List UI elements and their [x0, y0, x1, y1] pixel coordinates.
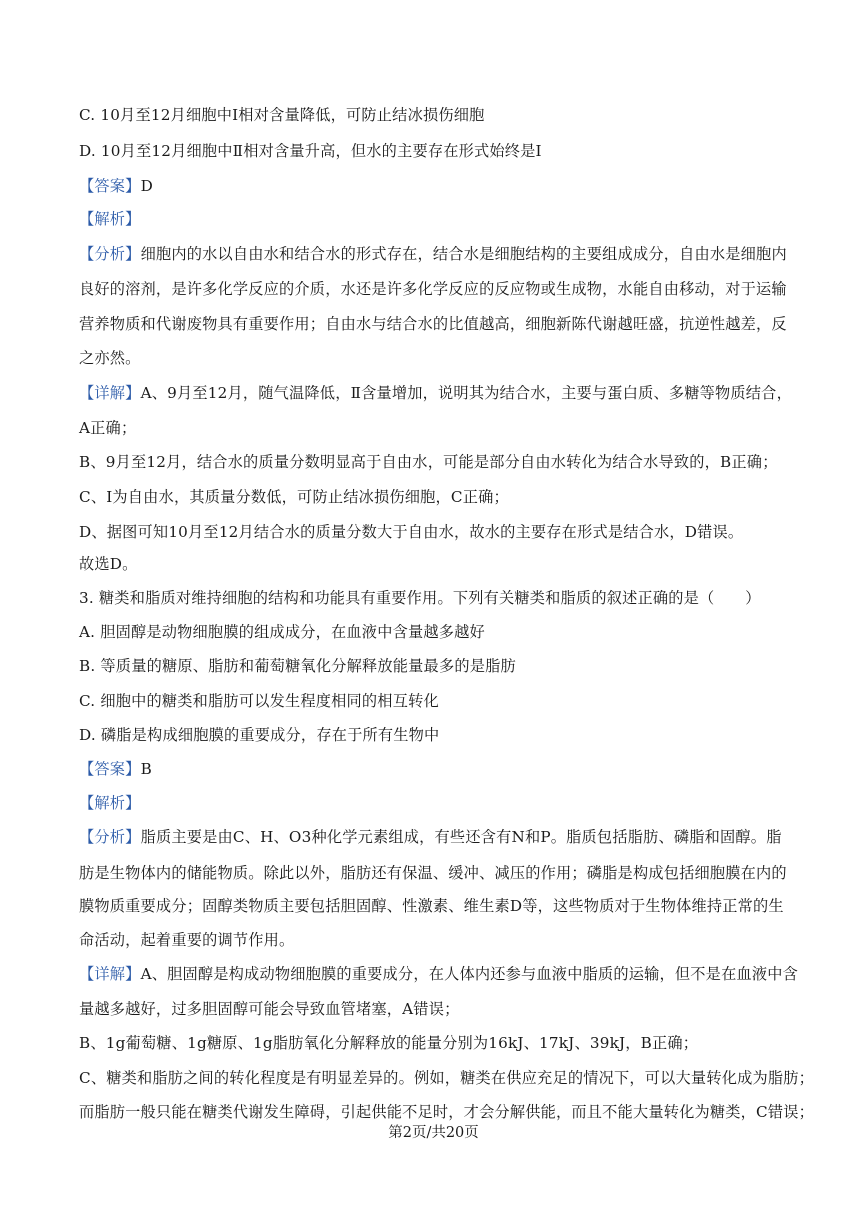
- text-line: [79, 587, 807, 609]
- text-line: [79, 826, 807, 848]
- line-text: B、9月至12月，结合水的质量分数明显高于自由水，可能是部分自由水转化为结合水导致的，B正确；: [79, 453, 778, 471]
- line-text: D. 磷脂是构成细胞膜的重要成分，存在于所有生物中: [79, 726, 440, 744]
- line-text: 脂质主要是由C、H、O3种化学元素组成，有些还含有N和P。脂质包括脂肪、磷脂和固醇。脂: [140, 828, 782, 846]
- text-line: [79, 1032, 807, 1054]
- text-line: [79, 758, 807, 780]
- line-text: D、据图可知10月至12月结合水的质量分数大于自由水，故水的主要存在形式是结合水，D错误。: [79, 523, 744, 541]
- text-line: [79, 655, 807, 677]
- text-line: [79, 278, 807, 300]
- line-text: A、胆固醇是构成动物细胞膜的重要成分，在人体内还参与血液中脂质的运输，但不是在血液中含: [140, 965, 799, 983]
- text-line: [79, 690, 807, 712]
- line-text: D: [140, 177, 153, 195]
- text-line: [79, 963, 807, 985]
- line-text: B: [140, 760, 152, 778]
- line-text: 而脂肪一般只能在糖类代谢发生障碍，引起供能不足时，才会分解供能，而且不能大量转化为糖类，C错误；: [79, 1103, 815, 1121]
- text-line: [79, 347, 807, 369]
- section-tag: 【解析】: [79, 210, 141, 228]
- line-text: 命活动，起着重要的调节作用。: [79, 931, 295, 949]
- text-line: [79, 895, 807, 917]
- page-footer: 第2页/共20页: [388, 1125, 479, 1141]
- text-line: [79, 1101, 815, 1123]
- text-line: [79, 621, 807, 643]
- text-line: [79, 382, 807, 404]
- text-line: [79, 553, 807, 575]
- section-tag: 【分析】: [79, 828, 141, 846]
- text-line: [79, 862, 807, 884]
- line-text: 3. 糖类和脂质对维持细胞的结构和功能具有重要作用。下列有关糖类和脂质的叙述正确的是（ ）: [79, 589, 761, 607]
- section-tag: 【解析】: [79, 794, 141, 812]
- text-line: [79, 929, 807, 951]
- line-text: 良好的溶剂，是许多化学反应的介质，水还是许多化学反应的反应物或生成物，水能自由移动，对于运输: [79, 280, 787, 298]
- line-text: D. 10月至12月细胞中Ⅱ相对含量升高，但水的主要存在形式始终是Ⅰ: [79, 142, 542, 160]
- text-line: [79, 140, 807, 162]
- line-text: C、糖类和脂肪之间的转化程度是有明显差异的。例如，糖类在供应充足的情况下，可以大量转化成为脂肪；: [79, 1069, 815, 1087]
- line-text: A、9月至12月，随气温降低，Ⅱ含量增加，说明其为结合水，主要与蛋白质、多糖等物质结合，: [140, 384, 792, 402]
- text-line: [79, 243, 807, 265]
- text-line: [79, 998, 807, 1020]
- line-text: 细胞内的水以自由水和结合水的形式存在，结合水是细胞结构的主要组成成分，自由水是细胞内: [140, 245, 787, 263]
- line-text: 量越多越好，过多胆固醇可能会导致血管堵塞，A错误；: [79, 1000, 460, 1018]
- text-line: [79, 521, 807, 543]
- text-line: [79, 175, 807, 197]
- line-text: 肪是生物体内的储能物质。除此以外，脂肪还有保温、缓冲、减压的作用；磷脂是构成包括细胞膜在内的: [79, 864, 787, 882]
- text-line: [79, 313, 807, 335]
- section-tag: 【答案】: [79, 177, 141, 195]
- text-line: [79, 208, 807, 230]
- section-tag: 【详解】: [79, 384, 141, 402]
- section-tag: 【答案】: [79, 760, 141, 778]
- text-line: [79, 417, 807, 439]
- line-text: B. 等质量的糖原、脂肪和葡萄糖氧化分解释放能量最多的是脂肪: [79, 657, 516, 675]
- text-line: [79, 1067, 815, 1089]
- line-text: A正确；: [79, 419, 137, 437]
- line-text: 之亦然。: [79, 349, 141, 367]
- line-text: A. 胆固醇是动物细胞膜的组成成分，在血液中含量越多越好: [79, 623, 485, 641]
- section-tag: 【分析】: [79, 245, 141, 263]
- text-line: [79, 792, 807, 814]
- line-text: 故选D。: [79, 555, 138, 573]
- line-text: C. 10月至12月细胞中Ⅰ相对含量降低，可防止结冰损伤细胞: [79, 106, 485, 124]
- line-text: B、1g葡萄糖、1g糖原、1g脂肪氧化分解释放的能量分别为16kJ、17kJ、39kJ，B正确；: [79, 1034, 699, 1052]
- text-line: [79, 724, 807, 746]
- text-line: [79, 486, 807, 508]
- line-text: 膜物质重要成分；固醇类物质主要包括胆固醇、性激素、维生素D等，这些物质对于生物体维持正常的生: [79, 897, 784, 915]
- text-line: [79, 104, 807, 126]
- line-text: 营养物质和代谢废物具有重要作用；自由水与结合水的比值越高，细胞新陈代谢越旺盛，抗逆性越差，反: [79, 315, 787, 333]
- section-tag: 【详解】: [79, 965, 141, 983]
- line-text: C. 细胞中的糖类和脂肪可以发生程度相同的相互转化: [79, 692, 439, 710]
- text-line: [79, 451, 807, 473]
- line-text: C、Ⅰ为自由水，其质量分数低，可防止结冰损伤细胞，C正确；: [79, 488, 509, 506]
